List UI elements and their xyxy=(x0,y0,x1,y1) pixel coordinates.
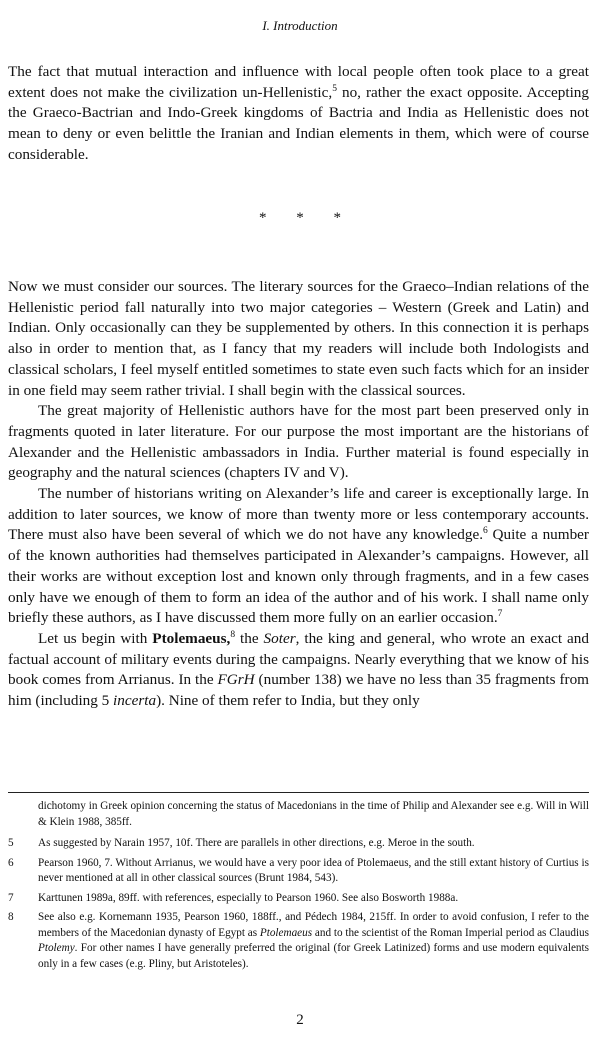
footnote-divider xyxy=(8,792,589,793)
footnote-8 xyxy=(8,910,589,972)
paragraph-1-text-b: no, rather the exact opposite. Accepting the Graeco-Bactrian and Indo-Greek kingdoms of Bactria and India as Hellenistic does not mean to deny or even belittle the Iranian and Indian elements in them, which were of course considerable. xyxy=(8,83,589,163)
footnote-ref-5: 5 xyxy=(332,83,337,94)
paragraph-5-text-d: (number 138) we have no less than 35 fragments from him (including 5 xyxy=(8,671,589,710)
footnote-5 xyxy=(8,836,589,852)
section-separator: * * * xyxy=(259,210,341,226)
paragraph-5-text-b: the xyxy=(235,629,264,647)
footnote-8-ptolemaeus-italic: Ptolemaeus xyxy=(259,926,313,939)
paragraph-1-text-a: The fact that mutual interaction and influence with local people often took place to a great extent does not make the civilization un-Hellenistic, xyxy=(8,63,589,101)
footnote-ref-8: 8 xyxy=(230,629,236,640)
paragraph-4 xyxy=(8,484,589,629)
incerta-italic: incerta xyxy=(113,692,157,710)
paragraph-5 xyxy=(8,629,589,712)
footnote-5-text: As suggested by Narain 1957, 10f. There are parallels in other directions, e.g. Meroe in the south. xyxy=(38,837,475,849)
paragraph-2: Now we must consider our sources. The literary sources for the Graeco–Indian relations of the Hellenistic period fall naturally into two major categories – Western (Greek and Latin) and Indian. Only occasionally can they be supplemented by others. In this connection it is perhaps also in order to mention that, as I fancy that my readers will include both Indologists and classical scholars, I feel myself entitled sometimes to state even such facts which for an insider in one field may seem rather trivial. I shall begin with the classical sources. xyxy=(8,278,589,399)
footnote-7 xyxy=(8,891,589,907)
footnote-5-number: 5 xyxy=(8,837,14,849)
running-header: I. Introduction xyxy=(262,18,338,33)
paragraph-4-text-a: The number of historians writing on Alexander’s life and career is exceptionally large. In addition to later sources, we know of more than twenty more or less contemporary accounts. There must also have been several of which we do not have any knowledge. xyxy=(8,485,589,544)
footnote-6-number: 6 xyxy=(8,856,14,869)
footnote-continuation-text: dichotomy in Greek opinion concerning the status of Macedonians in the time of Philip and Alexander see e.g. Will in Will & Klein 1988, 385ff. xyxy=(38,800,589,828)
soter-italic: Soter xyxy=(263,629,296,647)
footnote-6-text: Pearson 1960, 7. Without Arrianus, we would have a very poor idea of Ptolemaeus, and the still extant history of Curtius is never mentioned at all in other classical sources (Brunt 1984, 543). xyxy=(38,856,589,884)
paragraph-5-text-a: Let us begin with xyxy=(38,629,153,647)
footnote-8-text-b: and to the scientist of the Roman Imperial period as Claudius xyxy=(312,926,589,939)
paragraph-1 xyxy=(8,62,589,166)
ptolemaeus-bold: Ptolemaeus, xyxy=(152,629,231,647)
footnote-8-number: 8 xyxy=(8,911,14,923)
footnote-6 xyxy=(8,856,589,887)
footnote-7-number: 7 xyxy=(8,891,14,904)
fgrh-italic: FGrH xyxy=(217,671,255,689)
footnote-continuation xyxy=(8,799,589,830)
paragraph-5-text-e: ). Nine of them refer to India, but they only xyxy=(156,692,420,710)
footnote-8-ptolemy-italic: Ptolemy xyxy=(38,942,75,954)
footnote-8-text-a: See also e.g. Kornemann 1935, Pearson 1960, 188ff., and Pédech 1984, 215ff. In order to avoid confusion, I refer to the members of the Macedonian dynasty of Egypt as xyxy=(38,911,589,939)
page-number: 2 xyxy=(296,1012,304,1028)
paragraph-3: The great majority of Hellenistic authors have for the most part been preserved only in fragments quoted in later literature. For our purpose the most important are the historians of Alexander and the Hellenistic ambassadors in India. Further material is found especially in geography and the natural sciences (chapters IV and V). xyxy=(8,402,589,482)
footnote-ref-6: 6 xyxy=(483,526,488,537)
paragraph-5-text-c: , the king and general, who wrote an exact and factual account of military events during the campaigns. Nearly everything that we know of his book comes from Arrianus. In the xyxy=(8,629,589,689)
footnote-7-text: Karttunen 1989a, 89ff. with references, especially to Pearson 1960. See also Bosworth 1988a. xyxy=(38,891,459,904)
footnote-ref-7: 7 xyxy=(497,609,503,620)
main-text xyxy=(8,277,589,712)
footnote-8-text-c: . For other names I have generally preferred the original (for Greek Latinized) forms and use modern equivalents only in a few cases (e.g. Pliny, but Aristoteles). xyxy=(38,942,589,970)
paragraph-4-text-b: Quite a number of the known authorities had themselves participated in Alexander’s campaigns. However, all their works are without exception lost and known only through fragments, and in a few cases only have we enough of them to form an idea of the author and of his work. I shall name only briefly these authors, as I have discussed them more fully on an earlier occasion. xyxy=(8,526,589,627)
footnotes xyxy=(8,799,589,976)
